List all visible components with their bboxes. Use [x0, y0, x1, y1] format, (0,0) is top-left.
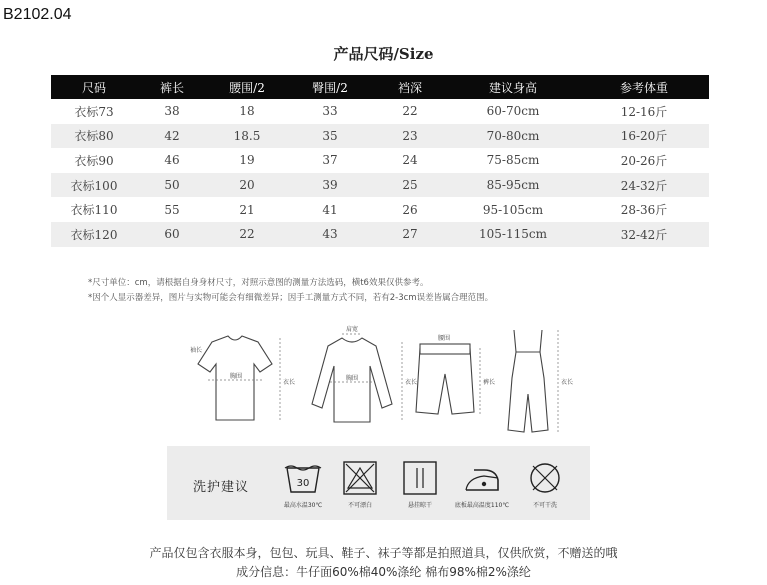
care-panel	[167, 446, 590, 520]
size-chart-title: 产品尺码/Size	[333, 45, 434, 63]
cell: 42	[137, 124, 207, 149]
disclaimer-text: 产品仅包含衣服本身，包包、玩具、鞋子、袜子等都是拍照道具，仅供欣赏，不赠送的哦	[149, 546, 618, 560]
cell: 18	[239, 104, 255, 119]
care-item	[273, 460, 333, 509]
cell: 衣标110	[70, 203, 118, 218]
cell: 70-80cm	[447, 124, 579, 149]
header-hip: 臀围/2	[287, 75, 373, 99]
no-dry-clean-icon	[525, 460, 565, 496]
care-item	[390, 460, 450, 509]
cell: 60	[137, 222, 207, 247]
note-line: *尺寸单位：cm，请根据自身身材尺寸，对照示意图的测量方法选码，横t6效果仅供参考。	[88, 278, 429, 288]
pants-length-label: 裤长	[483, 379, 496, 386]
table-row	[51, 148, 709, 173]
care-item	[330, 460, 390, 509]
care-item	[452, 460, 512, 509]
size-notes	[88, 276, 493, 306]
care-label: 最高水温30℃	[283, 502, 323, 509]
svg-text:30: 30	[296, 478, 310, 489]
care-title: 洗护建议	[193, 480, 250, 495]
shoulder-label: 肩宽	[346, 326, 359, 333]
overalls-icon	[508, 352, 548, 432]
chest-label-2: 胸围	[346, 375, 359, 382]
cell: 24-32斤	[579, 173, 709, 198]
cell: 20	[207, 173, 287, 198]
cell: 衣标90	[74, 153, 114, 168]
cell: 16-20斤	[579, 124, 709, 149]
cell: 60-70cm	[486, 104, 540, 119]
composition-text: 成分信息：牛仔面60%棉40%涤纶 棉布98%棉2%涤纶	[236, 565, 531, 579]
care-item	[515, 460, 575, 509]
cell: 24	[402, 153, 418, 168]
cell: 衣标100	[51, 173, 137, 198]
header-weight: 参考体重	[579, 75, 709, 99]
cell: 105-115cm	[447, 222, 579, 247]
length-label-3: 衣长	[561, 379, 574, 386]
table-row	[51, 222, 709, 247]
cell: 衣标73	[74, 104, 114, 119]
care-label: 底板最高温度110℃	[454, 502, 510, 509]
length-label: 衣长	[283, 379, 296, 386]
shorts-waistband-icon	[420, 344, 470, 354]
header-rise: 裆深	[373, 75, 447, 99]
cell: 25	[373, 173, 447, 198]
cell: 50	[137, 173, 207, 198]
cell: 21	[239, 202, 255, 217]
care-label: 不可干洗	[532, 502, 557, 509]
cell: 衣标80	[51, 124, 137, 149]
size-table	[51, 75, 709, 247]
header-size: 尺码	[51, 75, 137, 99]
product-code: B2102.04	[3, 6, 72, 23]
cell: 18.5	[207, 124, 287, 149]
cell: 43	[287, 222, 373, 247]
chest-label: 胸围	[230, 373, 243, 380]
wash-30-icon	[283, 460, 323, 496]
measurement-diagrams	[180, 322, 590, 438]
cell: 39	[287, 173, 373, 198]
cell: 衣标120	[51, 222, 137, 247]
cell: 20-26斤	[620, 153, 668, 168]
care-label: 不可漂白	[347, 502, 372, 509]
cell: 23	[373, 124, 447, 149]
note-line: *因个人显示器差异，图片与实物可能会有细微差异；因手工测量方式不同，若有2-3cm误差皆属合理范围。	[88, 293, 494, 303]
waist-label: 腰围	[438, 335, 451, 342]
cell: 85-95cm	[447, 173, 579, 198]
table-row	[51, 173, 709, 198]
table-row	[51, 124, 709, 149]
shorts-icon	[416, 348, 474, 414]
hang-dry-icon	[400, 460, 440, 496]
cell: 27	[373, 222, 447, 247]
header-height: 建议身高	[447, 75, 579, 99]
cell: 75-85cm	[486, 153, 540, 168]
cell: 95-105cm	[482, 202, 544, 217]
cell: 32-42斤	[579, 222, 709, 247]
cell: 38	[164, 104, 180, 119]
cell: 35	[287, 124, 373, 149]
table-header-row	[51, 75, 709, 99]
no-bleach-icon	[340, 460, 380, 496]
cell: 37	[322, 153, 338, 168]
care-label: 悬挂晾干	[407, 502, 432, 509]
cell: 19	[239, 153, 255, 168]
cell: 41	[322, 202, 338, 217]
cell: 33	[322, 104, 338, 119]
iron-110-icon	[462, 460, 502, 496]
sleeve-label: 袖长	[190, 347, 203, 354]
header-waist: 腰围/2	[207, 75, 287, 99]
cell: 26	[402, 202, 418, 217]
cell: 22	[402, 104, 418, 119]
table-row	[51, 99, 709, 124]
header-pants-length: 裤长	[137, 75, 207, 99]
cell: 22	[207, 222, 287, 247]
table-row	[51, 197, 709, 222]
cell: 55	[164, 202, 180, 217]
cell: 28-36斤	[620, 203, 668, 218]
cell: 46	[164, 153, 180, 168]
length-label-2: 衣长	[405, 379, 418, 386]
measurement-diagram-art	[180, 322, 590, 438]
cell: 12-16斤	[620, 104, 668, 119]
